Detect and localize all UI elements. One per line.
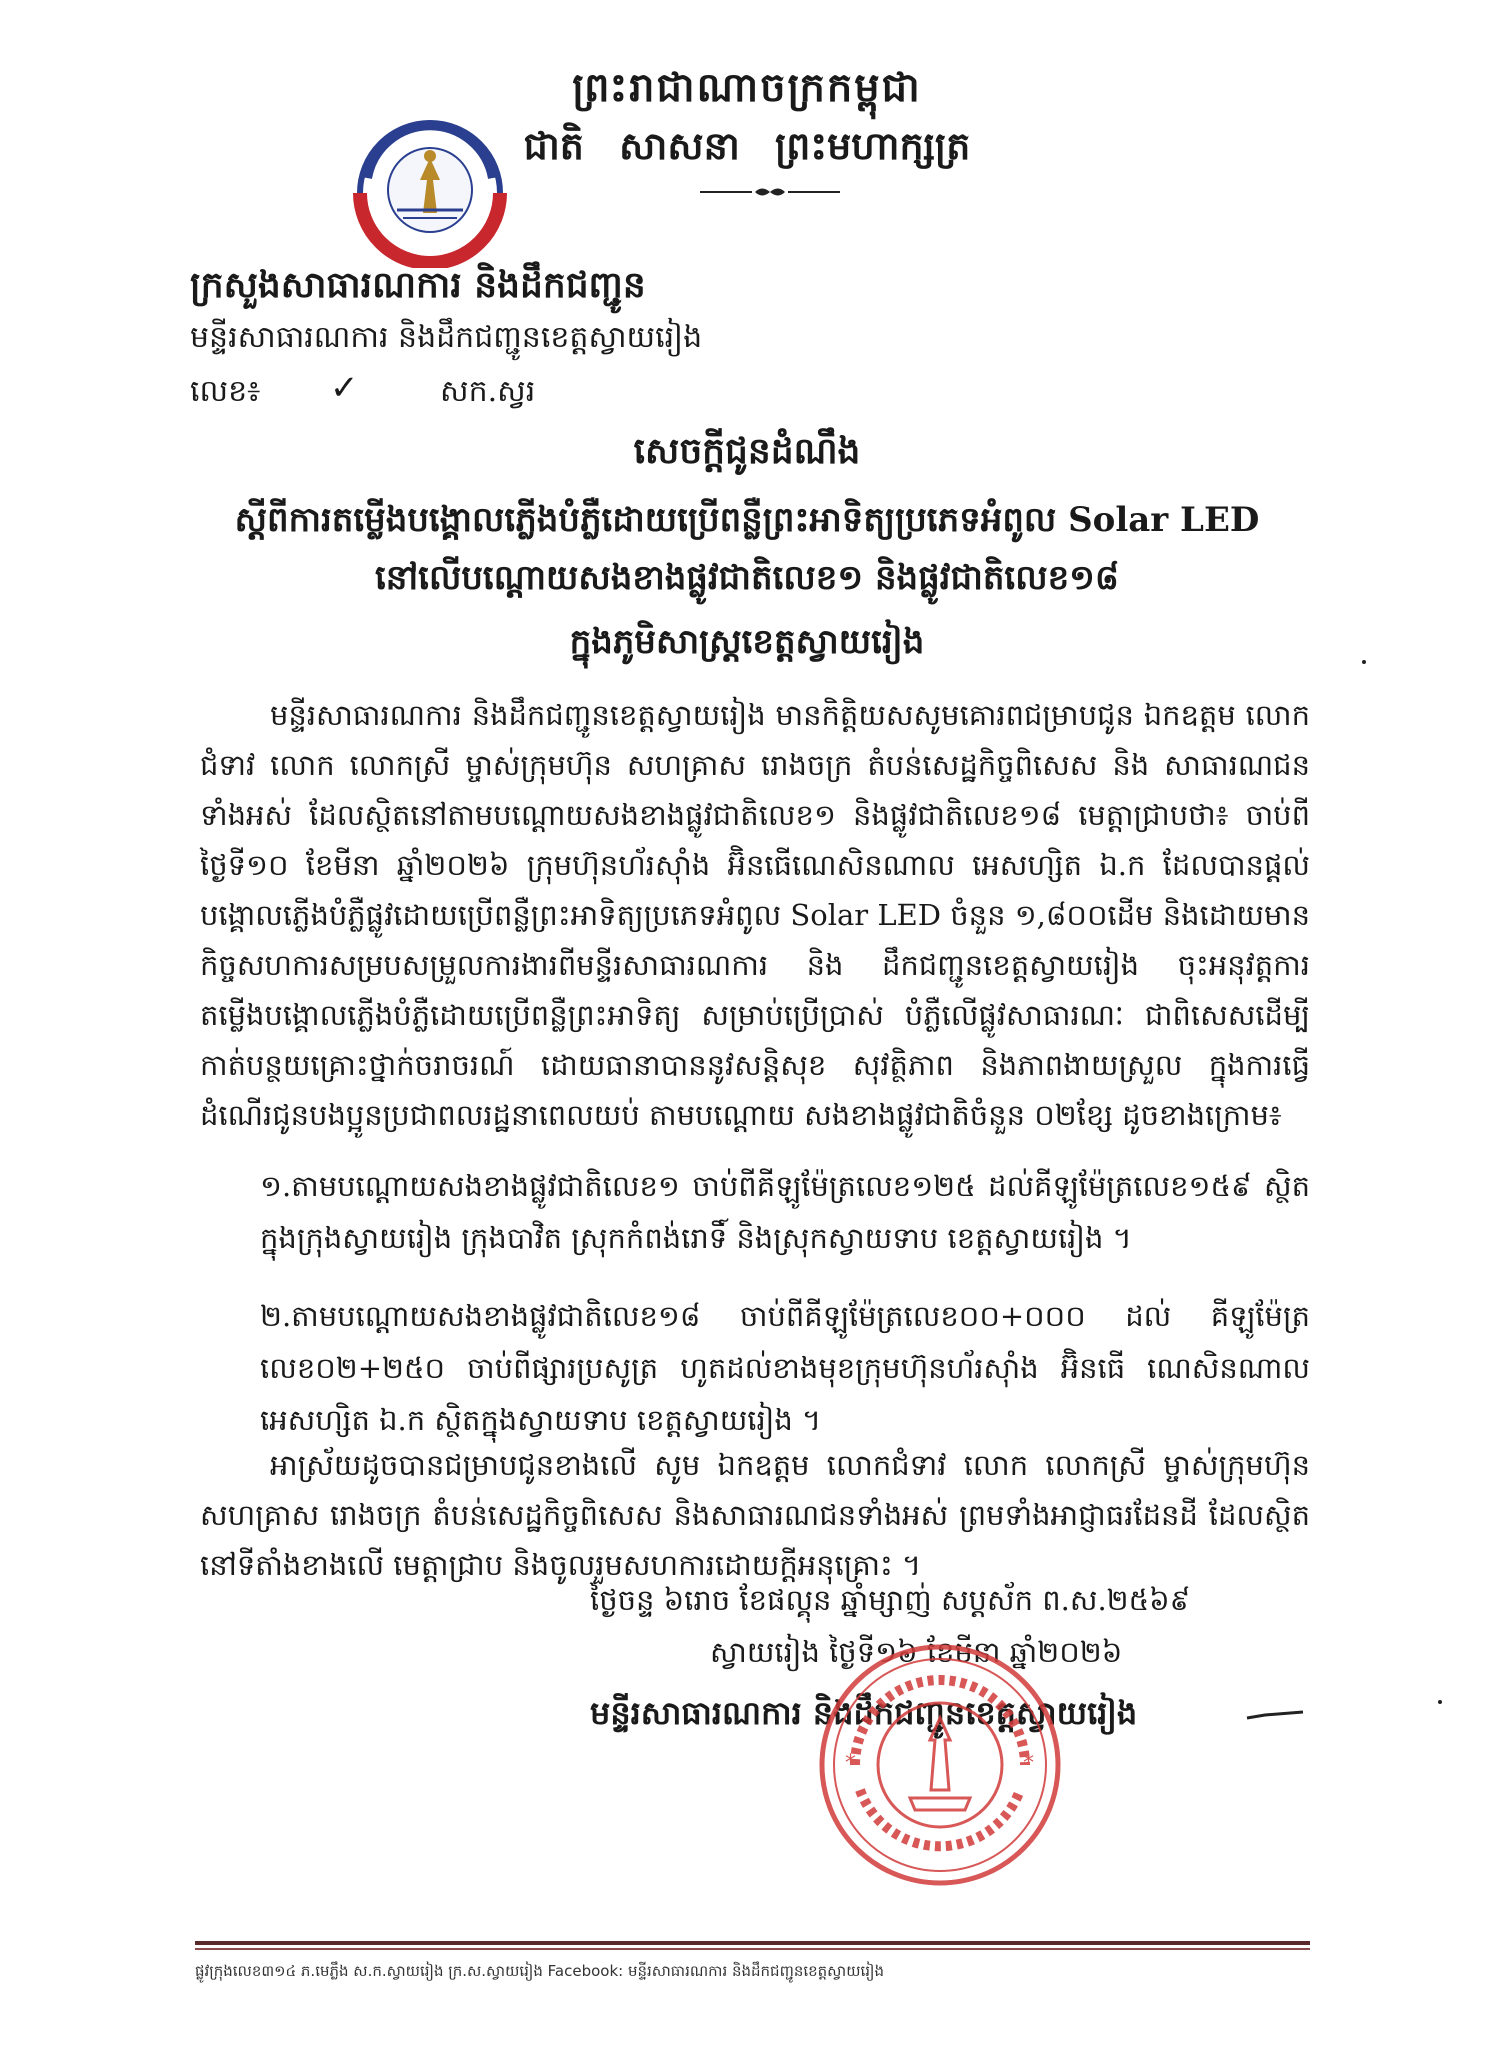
checkmark-icon: ✓ [330,368,359,408]
footer-divider [195,1941,1310,1945]
list-item-2: ២.តាមបណ្តោយសងខាងផ្លូវជាតិលេខ១៨ ចាប់ពីគីឡូម៉ែត្រលេខ០០+០០០ ដល់ គីឡូម៉ែត្រលេខ០២+២៥០ ចាប់ពីផ្សារប្រសូត្រ ហូតដល់ខាងមុខក្រុមហ៊ុនហ័រស៊ាំង អ៊ិនធើ ណេសិនណាល អេសហ្សិត ឯ.ក ស្ថិតក្នុងស្វាយទាប ខេត្តស្វាយរៀង ។ [260,1299,1310,1437]
ornament-divider [700,182,840,202]
signature-flourish-icon [1245,1700,1305,1730]
footer-divider-thin [195,1948,1310,1950]
notice-subject-line-2: នៅលើបណ្តោយសងខាងផ្លូវជាតិលេខ១ និងផ្លូវជាតិលេខ១៨ [375,558,1119,598]
notice-subject-line-1: ស្តីពីការតម្លើងបង្គោលភ្លើងបំភ្លឺដោយប្រើពន្លឺព្រះអាទិត្យប្រភេទអំពូល Solar LED [234,500,1260,540]
kingdom-heading: ព្រះរាជាណាចក្រកម្ពុជា [572,64,922,111]
body-paragraph-2: អាស្រ័យដូចបានជម្រាបជូនខាងលើ សូម ឯកឧត្តម លោកជំទាវ លោក លោកស្រី ម្ចាស់ក្រុមហ៊ុន សហគ្រាស រោងចក្រ តំបន់សេដ្ឋកិច្ចពិសេស និងសាធារណជនទាំងអស់ ព្រមទាំងអាជ្ញាធរដែនដី ដែលស្ថិតនៅទីតាំងខាងលើ មេត្តាជ្រាប និងចូលរួមសហការដោយក្តីអនុគ្រោះ ។ [200,1448,1310,1582]
ministry-name: ក្រសួងសាធារណការ និងដឹកជញ្ជូន [190,264,646,306]
list-item-1: ១.តាមបណ្តោយសងខាងផ្លូវជាតិលេខ១ ចាប់ពីគីឡូម៉ែត្រលេខ១២៥ ដល់គីឡូម៉ែត្រលេខ១៥៩ ស្ថិតក្នុងក្រុងស្វាយរៀង ក្រុងបាវិត ស្រុកកំពង់រោទិ៍ និងស្រុកស្វាយទាប ខេត្តស្វាយរៀង ។ [260,1169,1310,1255]
scan-speck [1438,1700,1442,1704]
body-paragraph-1: មន្ទីរសាធារណការ និងដឹកជញ្ជូនខេត្តស្វាយរៀង មានកិត្តិយសសូមគោរពជម្រាបជូន ឯកឧត្តម លោកជំទាវ លោក លោកស្រី ម្ចាស់ក្រុមហ៊ុន សហគ្រាស រោងចក្រ តំបន់សេដ្ឋកិច្ចពិសេស និង សាធារណជនទាំងអស់ ដែលស្ថិតនៅតាមបណ្តោយសងខាងផ្លូវជាតិលេខ១ និងផ្លូវជាតិលេខ១៨ មេត្តាជ្រាបថា៖ ចាប់ពីថ្ងៃទី១០ ខែមីនា ឆ្នាំ២០២៦ ក្រុមហ៊ុនហ័រស៊ាំង អ៊ិនធើណេសិនណាល អេសហ្សិត ឯ.ក ដែលបានផ្តល់បង្គោលភ្លើងបំភ្លឺផ្លូវដោយប្រើពន្លឺព្រះអាទិត្យប្រភេទអំពូល Solar LED ចំនួន ១,៨០០ដើម និងដោយមានកិច្ចសហការសម្របសម្រួលការងារពីមន្ទីរសាធារណការ និង ដឹកជញ្ជូនខេត្តស្វាយរៀង ចុះអនុវត្តការតម្លើងបង្គោលភ្លើងបំភ្លឺដោយប្រើពន្លឺព្រះអាទិត្យ សម្រាប់ប្រើប្រាស់ បំភ្លឺលើផ្លូវសាធារណៈ ជាពិសេសដើម្បីកាត់បន្ថយគ្រោះថ្នាក់ចរាចរណ៍ ដោយធានាបាននូវសន្តិសុខ សុវត្ថិភាព និងភាពងាយស្រួល ក្នុងការធ្វើដំណើរជូនបងប្អូនប្រជាពលរដ្ឋនាពេលយប់ តាមបណ្តោយ សងខាងផ្លូវជាតិចំនួន ០២ខ្សែ ដូចខាងក្រោម៖ [200,698,1310,1132]
official-seal-icon [815,1640,1065,1890]
reference-code: សក.ស្វរ [440,374,536,409]
solar-date: ស្វាយរៀង ថ្ងៃទី១៦ ខែមីនា ឆ្នាំ២០២៦ [710,1635,1123,1669]
scan-speck [1362,660,1366,664]
signatory-name: មន្ទីរសាធារណការ និងដឹកជញ្ជូនខេត្តស្វាយរៀង [590,1694,1138,1732]
notice-title: សេចក្តីជូនដំណឹង [633,430,861,472]
department-name: មន្ទីរសាធារណការ និងដឹកជញ្ជូនខេត្តស្វាយរៀង [190,320,703,355]
svg-text:*: * [845,1751,856,1776]
reference-number [190,368,536,416]
footer-contact: ផ្លូវក្រុងលេខ៣១៤ ភ.មេភ្លឹង ស.ក.ស្វាយរៀង ក្រ.ស.ស្វាយរៀង Facebook: មន្ទីរសាធារណការ និងដឹកជញ្ជូនខេត្តស្វាយរៀង [195,1962,885,1980]
svg-text:*: * [1023,1751,1034,1776]
ministry-logo-icon [345,118,515,268]
national-motto: ជាតិ សាសនា ព្រះមហាក្សត្រ [523,123,971,168]
reference-label: លេខ៖ [190,374,261,409]
lunar-date: ថ្ងៃចន្ទ ៦រោច ខែផល្គុន ឆ្នាំម្សាញ់ សប្តស័ក ព.ស.២៥៦៩ [590,1583,1191,1617]
notice-subject-line-3: ក្នុងភូមិសាស្ត្រខេត្តស្វាយរៀង [569,622,925,662]
